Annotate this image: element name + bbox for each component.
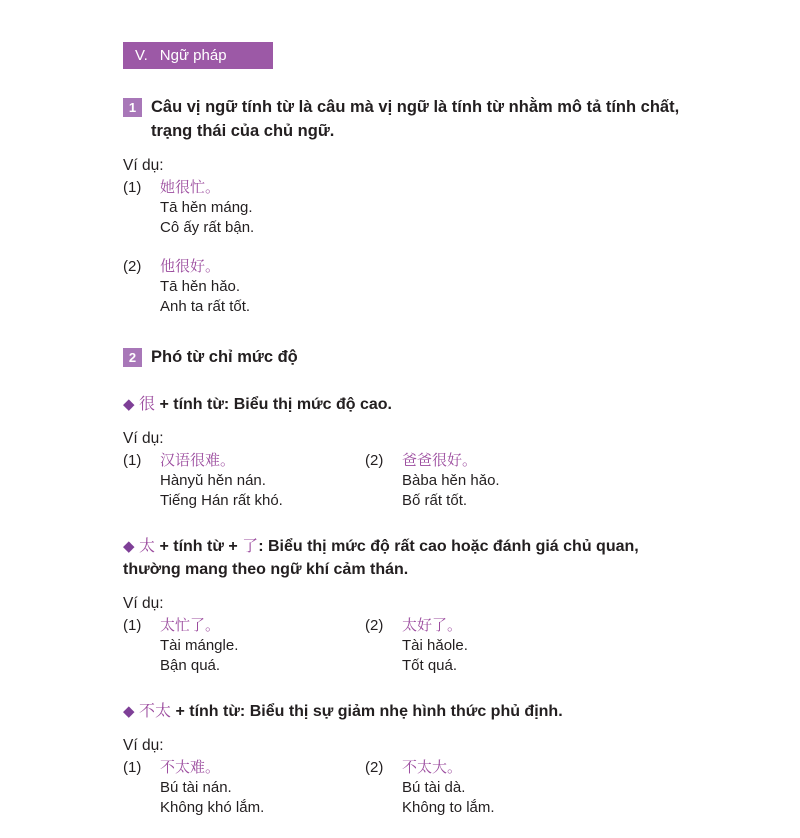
section-header-title: Ngữ pháp (159, 47, 227, 64)
example-pinyin: Bú tài dà. (402, 779, 466, 796)
example-hanzi: 太好了。 (402, 617, 463, 634)
point2-hanzi2: 了 (242, 538, 259, 555)
section1-heading (123, 95, 680, 143)
point1-hanzi1: 很 (139, 396, 156, 413)
point3-hanzi1: 不太 (139, 703, 172, 720)
section1-vidu-label: Ví dụ: (123, 157, 164, 174)
example-block (365, 758, 680, 818)
example-block (123, 178, 680, 238)
point2-text1: + tính từ + (155, 538, 243, 555)
example-index: (2) (365, 759, 384, 776)
example-hanzi: 太忙了。 (160, 617, 221, 634)
diamond-bullet-icon: ◆ (123, 538, 135, 555)
example-pinyin: Tài hǎole. (402, 637, 468, 654)
point3-vidu-label: Ví dụ: (123, 737, 164, 754)
point1-text1: + tính từ: Biểu thị mức độ cao. (155, 396, 392, 413)
section2-heading (123, 345, 680, 369)
example-index: (1) (123, 452, 142, 469)
example-index: (2) (365, 452, 384, 469)
section2-title: Phó từ chỉ mức độ (151, 348, 298, 366)
example-block (123, 451, 365, 511)
example-pinyin: Tài mángle. (160, 637, 239, 654)
point3-text1: + tính từ: Biểu thị sự giảm nhẹ hình thức phủ định. (171, 703, 563, 720)
section-header-number: V. (135, 47, 148, 64)
point2-examples (123, 616, 680, 676)
example-hanzi: 他很好。 (160, 258, 221, 275)
section1-text: Câu vị ngữ tính từ là câu mà vị ngữ là tính từ nhằm mô tả tính chất, trạng thái của chủ ngữ. (151, 98, 680, 140)
example-index: (1) (123, 759, 142, 776)
example-hanzi: 不太难。 (160, 759, 221, 776)
example-block (123, 257, 680, 317)
example-pinyin: Tā hěn hǎo. (160, 278, 241, 295)
section-header-bar (123, 42, 273, 69)
example-hanzi: 她很忙。 (160, 179, 221, 196)
point2-hanzi1: 太 (139, 538, 156, 555)
example-viet: Anh ta rất tốt. (160, 298, 251, 315)
point3-heading (123, 700, 680, 723)
example-index: (1) (123, 617, 142, 634)
example-viet: Tốt quá. (402, 657, 458, 674)
point2-vidu-label: Ví dụ: (123, 595, 164, 612)
section1-examples (123, 178, 680, 317)
point1-heading (123, 393, 680, 416)
example-index: (2) (123, 258, 142, 275)
point1-examples (123, 451, 680, 511)
example-block (123, 758, 365, 818)
example-block (365, 616, 680, 676)
point2-text2: : Biểu thị mức độ rất cao hoặc đánh giá chủ quan, thường mang theo ngữ khí cảm thán. (123, 538, 639, 578)
example-hanzi: 汉语很难。 (160, 452, 236, 469)
point1-vidu-label: Ví dụ: (123, 430, 164, 447)
example-viet: Không to lắm. (402, 799, 495, 816)
example-pinyin: Bàba hěn hǎo. (402, 472, 500, 489)
example-viet: Không khó lắm. (160, 799, 265, 816)
example-index: (1) (123, 179, 142, 196)
example-block (123, 616, 365, 676)
example-pinyin: Tā hěn máng. (160, 199, 253, 216)
diamond-bullet-icon: ◆ (123, 703, 135, 720)
example-viet: Cô ấy rất bận. (160, 219, 255, 236)
example-pinyin: Hànyǔ hěn nán. (160, 472, 266, 489)
section1-number-badge: 1 (123, 98, 142, 117)
example-block (365, 451, 680, 511)
example-hanzi: 不太大。 (402, 759, 463, 776)
point2-heading (123, 535, 680, 581)
point3-examples (123, 758, 680, 818)
example-viet: Tiếng Hán rất khó. (160, 492, 283, 509)
example-pinyin: Bú tài nán. (160, 779, 232, 796)
example-index: (2) (365, 617, 384, 634)
example-viet: Bố rất tốt. (402, 492, 468, 509)
example-hanzi: 爸爸很好。 (402, 452, 478, 469)
section2-number-badge: 2 (123, 348, 142, 367)
diamond-bullet-icon: ◆ (123, 396, 135, 413)
example-viet: Bận quá. (160, 657, 221, 674)
